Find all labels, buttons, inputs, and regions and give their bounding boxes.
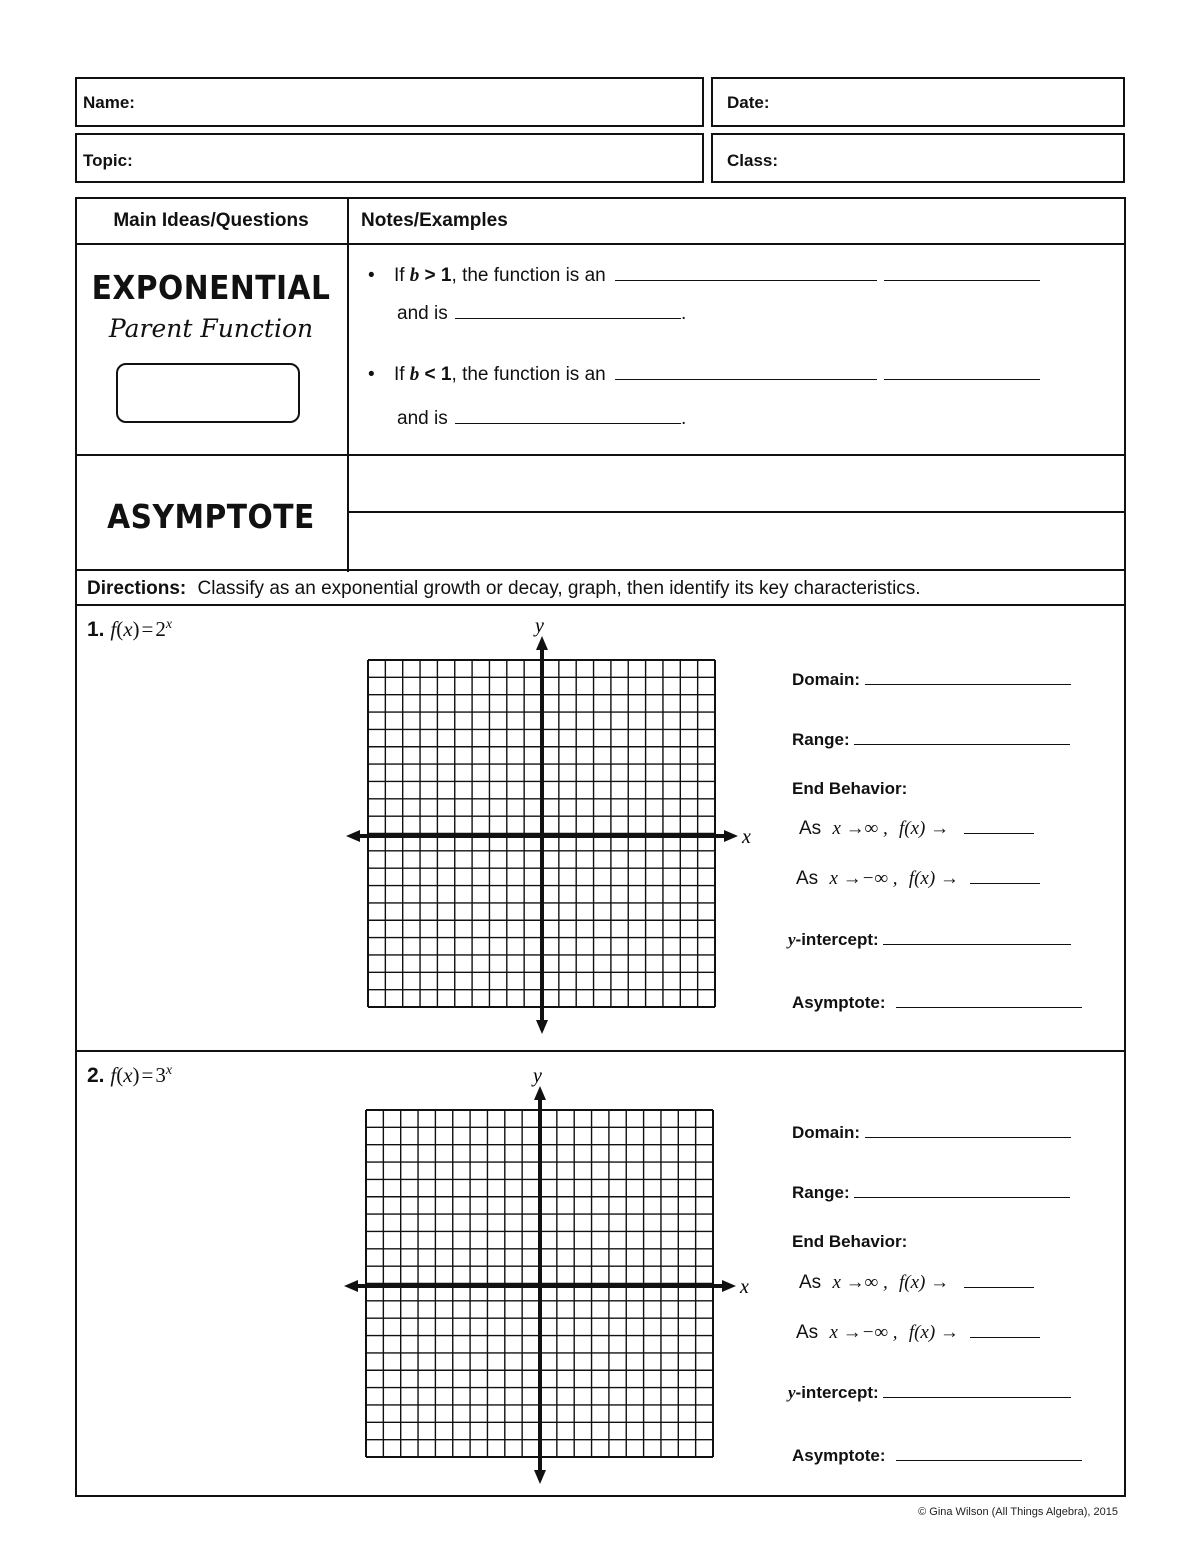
- asymptote-field: [792, 1446, 1082, 1466]
- parent-function-answer-box[interactable]: [116, 363, 300, 423]
- and-is-text: and is: [397, 408, 448, 429]
- equals-sign: =: [141, 1063, 154, 1087]
- y-var: y: [788, 1383, 796, 1402]
- and-is-text: and is: [397, 303, 448, 324]
- problem-1-equation: 1. $f(x)=2^x$: [87, 617, 173, 641]
- bullet-text: , the function is an: [451, 364, 606, 385]
- exponent: x: [165, 617, 173, 632]
- asymptote-label: Asymptote:: [792, 1446, 886, 1465]
- end-behavior-pos-inf: [799, 1272, 1034, 1294]
- x-axis-left-arrow: [346, 830, 360, 842]
- divider: [75, 604, 1126, 606]
- name-label: Name:: [83, 93, 135, 112]
- asymptote-blank[interactable]: [896, 1460, 1082, 1461]
- column-header-main: Main Ideas/Questions: [113, 210, 309, 231]
- fx-arrow: f(x) →: [908, 868, 959, 889]
- y-intercept-field: [788, 930, 1071, 950]
- class-box[interactable]: [711, 133, 1125, 183]
- name-box[interactable]: [75, 77, 704, 127]
- domain-blank[interactable]: [865, 684, 1071, 685]
- divider: [347, 197, 349, 572]
- range-blank[interactable]: [854, 744, 1070, 745]
- domain-field: [792, 670, 1071, 690]
- bullet-dot: •: [368, 364, 375, 385]
- end-behavior-pos-inf: [799, 818, 1034, 840]
- bullet-decay-and-is: [397, 408, 686, 430]
- asymptote-blank[interactable]: [896, 1007, 1082, 1008]
- y-var: y: [788, 930, 796, 949]
- function-arg: x: [123, 1063, 133, 1087]
- function-name: f: [110, 1063, 117, 1087]
- problem-number: 2.: [87, 1064, 105, 1087]
- answer-blank[interactable]: [615, 379, 877, 380]
- answer-blank[interactable]: [615, 280, 877, 281]
- fx-arrow: f(x) →: [898, 1272, 950, 1293]
- range-field: [792, 730, 1070, 750]
- coordinate-grid-1[interactable]: [340, 612, 760, 1037]
- divider: [75, 569, 1126, 571]
- asymptote-label: Asymptote:: [792, 993, 886, 1012]
- exponent: x: [165, 1063, 173, 1078]
- range-blank[interactable]: [854, 1197, 1070, 1198]
- x-to-neg-inf: x →−∞ ,: [829, 868, 898, 889]
- fx-arrow: f(x) →: [908, 1322, 959, 1343]
- period: .: [680, 408, 687, 429]
- problem-2-equation: 2. $f(x)=3^x$: [87, 1063, 173, 1087]
- directions-label: Directions:: [87, 578, 187, 599]
- x-axis-left-arrow: [344, 1280, 358, 1292]
- end-behavior-neg-inf: [796, 868, 1040, 890]
- coordinate-grid-2[interactable]: [338, 1062, 758, 1487]
- range-label: Range:: [792, 730, 850, 749]
- function-name: f: [110, 617, 117, 641]
- bullet-prefix: If: [393, 364, 410, 385]
- base: 2: [155, 617, 166, 641]
- y-axis-label: y: [533, 1065, 542, 1087]
- as-text: As: [799, 818, 822, 839]
- class-label: Class:: [727, 151, 779, 170]
- end-behavior-blank[interactable]: [970, 1337, 1040, 1338]
- y-intercept-label: -intercept:: [795, 1383, 879, 1402]
- condition: > 1: [419, 265, 452, 286]
- bullet-growth-and-is: [397, 303, 686, 325]
- x-axis-right-arrow: [724, 830, 738, 842]
- range-label: Range:: [792, 1183, 850, 1202]
- asymptote-field: [792, 993, 1082, 1013]
- end-behavior-label: End Behavior:: [792, 1232, 908, 1251]
- divider: [75, 1050, 1126, 1052]
- x-to-inf: x →∞ ,: [832, 818, 888, 839]
- problem-number: 1.: [87, 618, 105, 641]
- end-behavior-label: End Behavior:: [792, 779, 908, 798]
- bullet-growth: [368, 265, 1040, 287]
- domain-label: Domain:: [792, 1123, 860, 1142]
- bullet-decay: [368, 364, 1040, 386]
- x-axis-label: x: [740, 1276, 749, 1298]
- answer-blank[interactable]: [884, 280, 1040, 281]
- end-behavior-blank[interactable]: [964, 1287, 1034, 1288]
- topic-box[interactable]: [75, 133, 704, 183]
- period: .: [680, 303, 687, 324]
- y-intercept-blank[interactable]: [883, 944, 1071, 945]
- range-field: [792, 1183, 1070, 1203]
- y-intercept-label: -intercept:: [795, 930, 879, 949]
- x-axis-right-arrow: [722, 1280, 736, 1292]
- as-text: As: [799, 1272, 822, 1293]
- y-axis-label: y: [535, 615, 544, 637]
- divider: [75, 243, 1126, 245]
- y-axis-down-arrow: [534, 1470, 546, 1484]
- x-axis-label: x: [742, 826, 751, 848]
- domain-field: [792, 1123, 1071, 1143]
- date-box[interactable]: [711, 77, 1125, 127]
- end-behavior-blank[interactable]: [964, 833, 1034, 834]
- answer-blank[interactable]: [455, 423, 681, 424]
- b-variable: b: [409, 364, 420, 385]
- exponential-title: EXPONENTIAL: [91, 268, 331, 307]
- fx-arrow: f(x) →: [898, 818, 950, 839]
- y-axis-down-arrow: [536, 1020, 548, 1034]
- equals-sign: =: [141, 617, 154, 641]
- divider: [75, 454, 1126, 456]
- b-variable: b: [409, 265, 420, 286]
- answer-blank[interactable]: [884, 379, 1040, 380]
- bullet-dot: •: [368, 265, 375, 286]
- as-text: As: [796, 1322, 819, 1343]
- answer-blank[interactable]: [455, 318, 681, 319]
- x-to-inf: x →∞ ,: [832, 1272, 888, 1293]
- asymptote-title: ASYMPTOTE: [107, 497, 315, 536]
- topic-label: Topic:: [83, 151, 133, 170]
- copyright-footer: © Gina Wilson (All Things Algebra), 2015: [918, 1506, 1118, 1518]
- domain-label: Domain:: [792, 670, 860, 689]
- y-axis-up-arrow: [534, 1086, 546, 1100]
- divider: [348, 511, 1126, 513]
- y-axis-up-arrow: [536, 636, 548, 650]
- x-to-neg-inf: x →−∞ ,: [829, 1322, 898, 1343]
- base: 3: [155, 1063, 166, 1087]
- end-behavior-blank[interactable]: [970, 883, 1040, 884]
- y-intercept-blank[interactable]: [883, 1397, 1071, 1398]
- column-header-notes: Notes/Examples: [361, 210, 508, 231]
- parent-function-subtitle: Parent Function: [108, 314, 314, 343]
- bullet-prefix: If: [393, 265, 410, 286]
- date-label: Date:: [727, 93, 770, 112]
- condition: < 1: [419, 364, 452, 385]
- as-text: As: [796, 868, 819, 889]
- function-arg: x: [123, 617, 133, 641]
- bullet-text: , the function is an: [451, 265, 606, 286]
- directions-text: Classify as an exponential growth or decay, graph, then identify its key characteristics.: [197, 578, 921, 599]
- directions: [87, 578, 921, 600]
- domain-blank[interactable]: [865, 1137, 1071, 1138]
- y-intercept-field: [788, 1383, 1071, 1403]
- end-behavior-neg-inf: [796, 1322, 1040, 1344]
